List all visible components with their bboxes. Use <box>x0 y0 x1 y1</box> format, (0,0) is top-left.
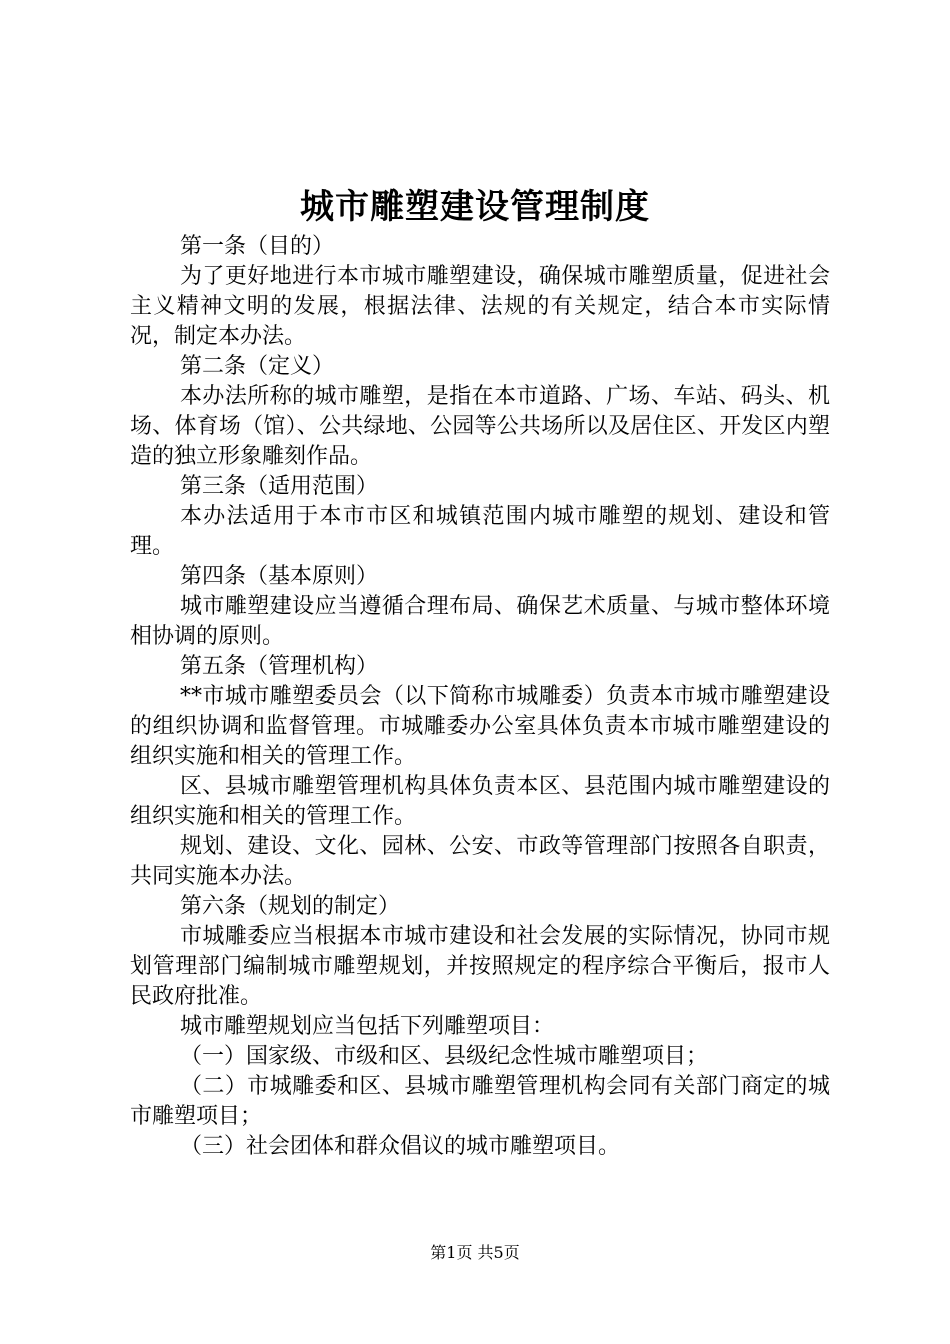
article-heading: 第六条（规划的制定） <box>180 894 401 919</box>
page-number-footer: 第1页 共5页 <box>430 1243 520 1262</box>
article-paragraph: 本办法所称的城市雕塑，是指在本市道路、广场、车站、码头、机场、体育场（馆）、公共绿地、公园等公共场所以及居住区、开发区内塑造的独立形象雕刻作品。 <box>130 384 830 469</box>
article-heading: 第三条（适用范围） <box>180 474 379 499</box>
article-paragraph: 本办法适用于本市市区和城镇范围内城市雕塑的规划、建设和管理。 <box>130 504 830 559</box>
article-heading: 第五条（管理机构） <box>180 654 379 679</box>
document-title: 城市雕塑建设管理制度 <box>300 187 650 227</box>
article-paragraph: 城市雕塑建设应当遵循合理布局、确保艺术质量、与城市整体环境相协调的原则。 <box>130 594 830 649</box>
article-paragraph: **市城市雕塑委员会（以下简称市城雕委）负责本市城市雕塑建设的组织协调和监督管理。市城雕委办公室具体负责本市城市雕塑建设的组织实施和相关的管理工作。 <box>130 684 830 769</box>
article-paragraph: 区、县城市雕塑管理机构具体负责本区、县范围内城市雕塑建设的组织实施和相关的管理工作。 <box>130 774 830 829</box>
article-paragraph: 城市雕塑规划应当包括下列雕塑项目： <box>180 1014 555 1039</box>
article-paragraph: 规划、建设、文化、园林、公安、市政等管理部门按照各自职责，共同实施本办法。 <box>130 834 830 889</box>
article-paragraph: 为了更好地进行本市城市雕塑建设，确保城市雕塑质量，促进社会主义精神文明的发展，根据法律、法规的有关规定，结合本市实际情况，制定本办法。 <box>130 264 830 349</box>
list-item: （三）社会团体和群众倡议的城市雕塑项目。 <box>180 1134 621 1159</box>
list-item: （二）市城雕委和区、县城市雕塑管理机构会同有关部门商定的城市雕塑项目； <box>130 1074 830 1129</box>
article-paragraph: 市城雕委应当根据本市城市建设和社会发展的实际情况，协同市规划管理部门编制城市雕塑规划，并按照规定的程序综合平衡后，报市人民政府批准。 <box>130 924 830 1009</box>
list-item: （一）国家级、市级和区、县级纪念性城市雕塑项目； <box>180 1044 709 1069</box>
article-heading: 第二条（定义） <box>180 354 335 379</box>
article-heading: 第一条（目的） <box>180 234 335 259</box>
document-body <box>130 232 830 1162</box>
article-heading: 第四条（基本原则） <box>180 564 379 589</box>
